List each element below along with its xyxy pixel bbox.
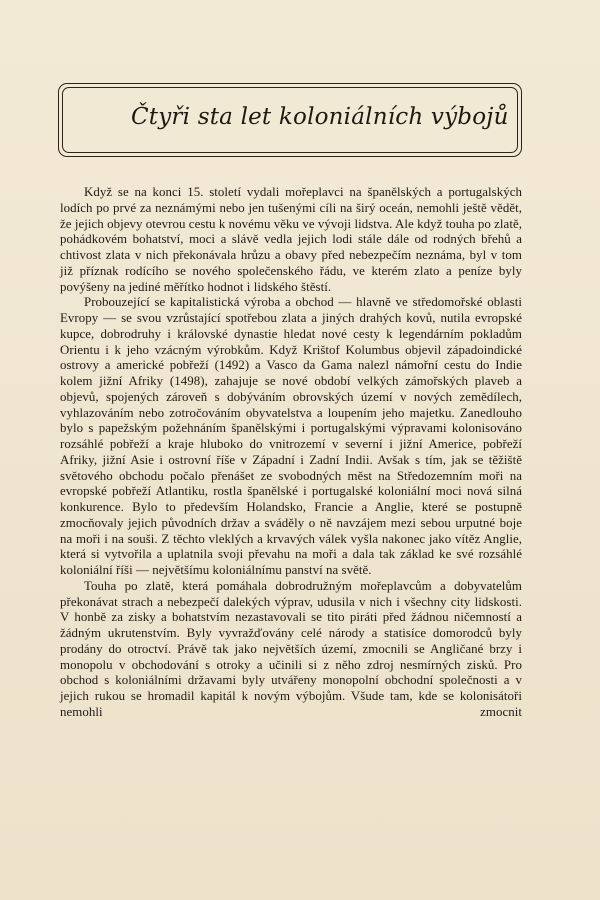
paragraph-2: Probouzející se kapitalistická výroba a obchod — hlavně ve středomořské oblasti Evropy — se svou vzrůstající spotřebou zlata a jiných drahých kovů, nutila evropské kupce, dobrodruhy i královské dynastie hledat nové cesty k legendárním pokladům Orientu i k jeho vzácným výrobkům. Když Krištof Kolumbus objevil západoindické ostrovy a americké pobřeží (1492) a Vasco da Gama nalezl námořní cestu do Indie kolem jižní Afriky (1498), zahajuje se nové období velkých zámořských plaveb a objevů, spojených zároveň s dobýváním obrovských území v nových zemědílech, vyhlazováním nebo zotročováním obyvatelstva a loupením jeho majetku. Zanedlouho bylo s papežským požehnáním španělskými i portugalskými výpravami kolonisováno rozsáhlé pobřeží a kraje hluboko do vnitrozemí v severní i jižní Americe, pobřeží Afriky, jižní Asie i ostrovní říše v Západní i Zadní Indii. Avšak s tím, jak se těžiště světového obchodu počalo přenášet ze svobodných měst na Středozemním moři na evropské pobřeží Atlantiku, rostla španělské i portugalské koloniální moci nová silná konkurence. Bylo to především Holandsko, Francie a Anglie, které se postupně zmocňovaly jejich původních držav a sváděly o ně navzájem mezi sebou urputné boje na moři i na souši. Z těchto vleklých a krvavých válek vyšla nakonec jako vítěz Anglie, která si vytvořila a uplatnila svoji převahu na moři a dala tak základ ke své rozsáhlé koloniální říši — největšímu koloniálnímu panství na světě.: [60, 295, 522, 577]
body-text: [60, 185, 522, 721]
title-frame: [58, 83, 522, 157]
paragraph-3: Touha po zlatě, která pomáhala dobrodružným mořeplavcům a dobyvatelům překonávat strach a nebezpečí dalekých výprav, udusila v nich i všechny city lidskosti. V honbě za zisky a bohatstvím nezastavovali se tito piráti před žádnou ničemností a žádným ukrutenstvím. Byly vyvražďovány celé národy a statisíce domorodců byly prodány do otroctví. Právě tak jako největších území, zmocnili se Angličané brzy i monopolu v obchodování s otroky a učinili si z něho zdroj nesmírných zisků. Pro obchod s koloniálními državami byly utvářeny monopolní obchodní společnosti a v jejich rukou se hromadil kapitál k novým výbojům. Všude tam, kde se kolonisátoři nemohli zmocnit: [60, 578, 522, 719]
paragraph-1: Když se na konci 15. století vydali mořeplavci na španělských a portugalských lodích po prvé za neznámými nebo jen tušenými cíli na širý oceán, nemohli ještě vědět, že jejich objevy otevrou cestu k novému věku ve vývoji lidstva. Ale když touha po zlatě, pohádkovém bohatství, moci a slávě vedla jejich lodi stále dále od rodných břehů a chtivost zlata v nich překonávala hrůzu a obavy před nebezpečím neznámа, byl v tom již příznak rodícího se nového společenského řádu, ve kterém zlato a peníze byly povýšeny na jediné měřítko hodnot i lidského štěstí.: [60, 185, 522, 294]
chapter-title: Čtyři sta let koloniálních výbojů: [131, 104, 509, 130]
